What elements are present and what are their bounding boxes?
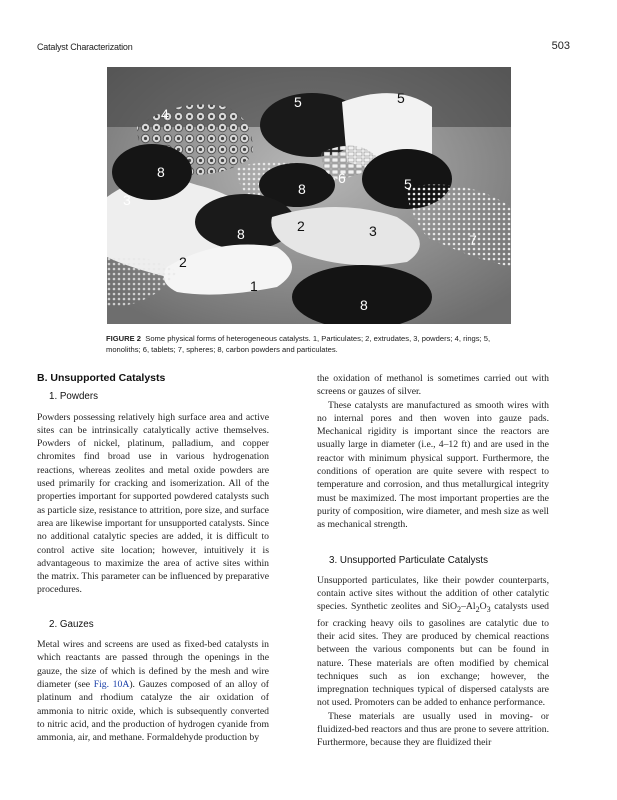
photo-label: 8	[298, 181, 306, 197]
running-title: Catalyst Characterization	[37, 42, 133, 52]
photo-label: 6	[338, 170, 346, 186]
gauze-manufacture-paragraph: These catalysts are manufactured as smooth wires with no internal pores and then woven into gauze pads. Mechanical rigidity is important since the reactors are usually large in diameter (i.e., 4–12 ft) and are used in the reactor with minimum physical support. Furthermore, the conditions of operation are quite severe with respect to temperature and corrosion, and thus metallurgical integrity must be maximized. The most important properties are the purity of composition, wire diameter, and mesh size as well as mechanical strength.	[317, 399, 549, 531]
photo-label: 1	[250, 278, 258, 294]
figure-reference-link[interactable]: Fig. 10A	[93, 678, 130, 690]
particulate-text-b: –Al	[461, 601, 476, 613]
particulate-text-d: catalysts used for cracking heavy oils to gasolines are catalytic due to their acid sites. They are produced by chemical reactions between the various components but can be found in nature. These materials are often modified by chemical techniques such as ion exchange; however, the impregnation techniques typical of dispersed catalysts are not used. Promoters can be added to enhance performance.	[317, 601, 549, 709]
figure-caption-text: Some physical forms of heterogeneous catalysts. 1, Particulates; 2, extrudates, 3, powders; 4, rings; 5, monoliths; 6, tablets; 7, spheres; 8, carbon powders and particulates.	[106, 334, 491, 354]
page-number: 503	[551, 40, 570, 52]
photo-label: 3	[123, 192, 131, 208]
photo-label: 4	[161, 106, 169, 122]
subsection-heading-gauzes: 2. Gauzes	[49, 618, 94, 630]
powders-paragraph: Powders possessing relatively high surface area and active sites can be intrinsically catalytically active themselves. Powders of nickel, platinum, palladium, and copper chromites find broad use in various hydrogenation reactions, whereas zeolites and metal oxide powders are used primarily for cracking and isomerization. All of the properties important for supported powdered catalysts such as particle size, resistance to attrition, pore size, and surface area are likewise important for unsupported catalysts. Since no additional catalytic species are added, it is difficult to control active site location; however, intuitively it is advantageous to maximize the area of active sites within the matrix. This parameter can be influenced by preparative procedures.	[37, 411, 269, 596]
particulate-text-a: Unsupported particulates, like their powder counterparts, contain active sites without the addition of other catalytic species. Synthetic zeolites and SiO	[317, 574, 549, 613]
photo-label: 7	[469, 232, 477, 248]
gauzes-text-a: Metal wires and screens are used as fixed-bed catalysts in which reactants are passed through the openings in the gauze, the size of which is defined by the mesh and wire diameter (see	[37, 639, 269, 690]
figure-photo	[107, 67, 511, 324]
section-heading: B. Unsupported Catalysts	[37, 372, 166, 384]
particulate-text-c: O	[479, 601, 487, 613]
photo-label: 3	[369, 223, 377, 239]
subscript-2b: 2	[475, 605, 480, 615]
subscript-2a: 2	[457, 605, 462, 615]
subscript-3: 3	[486, 605, 491, 615]
photo-label: 5	[294, 94, 302, 110]
photo-label: 5	[397, 90, 405, 106]
moving-bed-paragraph: These materials are usually used in moving- or fluidized-bed reactors and thus are prone to severe attrition. Furthermore, because they are fluidized their	[317, 710, 549, 749]
continued-paragraph: the oxidation of methanol is sometimes carried out with screens or gauzes of silver.	[317, 373, 549, 398]
right-column	[317, 372, 549, 750]
subsection-heading-powders: 1. Powders	[49, 391, 99, 403]
gauzes-paragraph	[37, 638, 269, 744]
photo-label: 8	[157, 164, 165, 180]
photo-label: 5	[404, 176, 412, 192]
gauzes-text-b: ). Gauzes composed of an alloy of platinum and rhodium catalyze the air oxidation of ammonia to nitric oxide, which is subsequently converted to nitric acid, and the production of hydrogen cyanide from ammonia, air, and methane. Formaldehyde production by	[37, 678, 270, 744]
photo-label: 2	[179, 254, 187, 270]
figure-label: FIGURE 2	[106, 334, 142, 343]
left-column	[37, 372, 269, 744]
photo-label: 8	[237, 226, 245, 242]
subsection-heading-particulate: 3. Unsupported Particulate Catalysts	[329, 554, 489, 566]
photo-label: 8	[360, 297, 368, 313]
particulate-paragraph	[317, 574, 549, 710]
photo-label: 2	[297, 218, 305, 234]
figure-caption	[106, 334, 526, 355]
